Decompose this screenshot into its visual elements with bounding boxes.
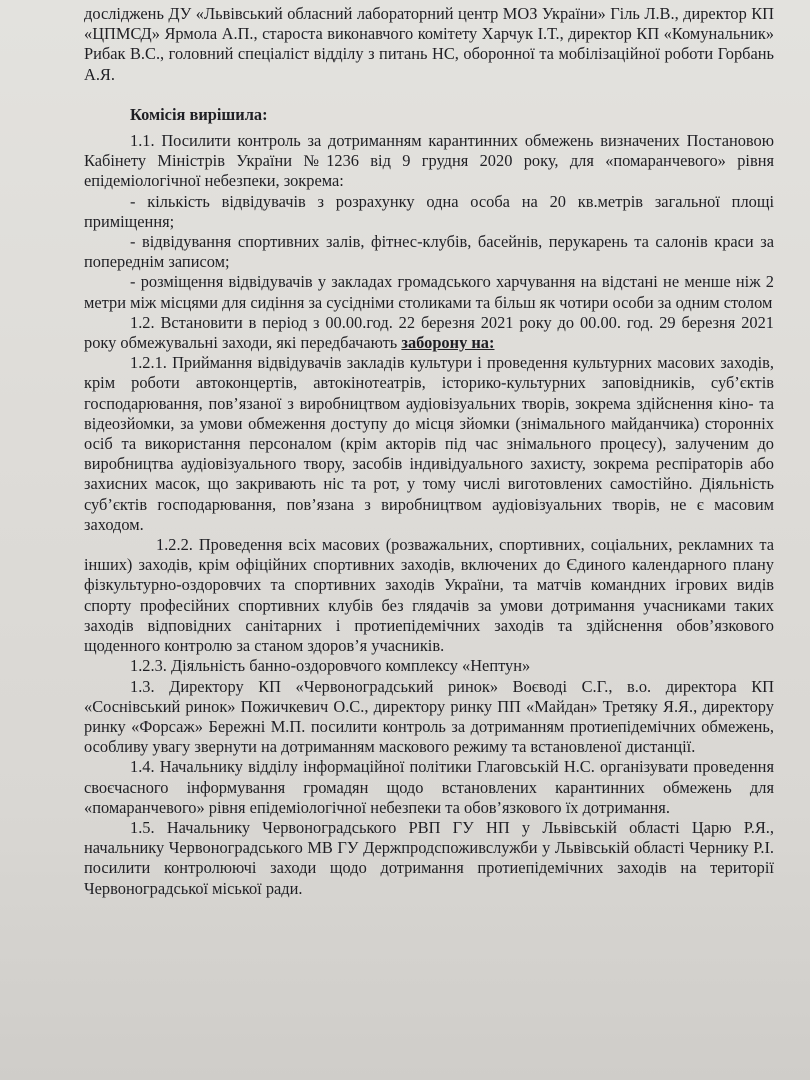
prohibition-emphasis: заборону на: xyxy=(401,333,495,353)
bullet-item-3: - розміщення відвідувачів у закладах громадського харчування на відстані не менше ніж 2 метри між місцями для сидіння за сусідніми столиками та більш як чотири особи за одним столом xyxy=(84,272,774,312)
paragraph-1-1: 1.1. Посилити контроль за дотриманням карантинних обмежень визначених Постановою Кабінету Міністрів України №1236 від 9 грудня 2020 року, для «помаранчевого» рівня епідеміологічної небезпеки, зокрема: xyxy=(84,131,774,191)
commission-decision-heading: Комісія вирішила: xyxy=(130,104,268,124)
paragraph-1-2-1: 1.2.1. Приймання відвідувачів закладів культури і проведення культурних масових заходів, крім роботи автоконцертів, автокінотеатрів, історико-культурних заповідників, суб’єктів господарювання, пов’язаної з виробництвом аудіовізуальних творів, зокрема здійснення кіно- та відеозйомки, за умови обмеження доступу до місця зйомки (знімального майданчика) сторонніх осіб та використання персоналом (крім акторів під час знімального процесу), залученим до виробництва аудіовізуального твору, засобів індивідуального захисту, зокрема респіраторів або захисних масок, що закривають ніс та рот, у тому числі виготовлених самостійно. Діяльність суб’єктів господарювання, пов’язана з виробництвом аудіовізуальних творів, не є масовим заходом. xyxy=(84,353,774,534)
paragraph-1-2 xyxy=(84,313,774,353)
intro-paragraph: досліджень ДУ «Львівський обласний лабораторний центр МОЗ України» Гіль Л.В., директор КП «ЦПМСД» Ярмола А.П., староста виконавчого комітету Харчук І.Т., директор КП «Комунальник» Рибак В.С., головний спеціаліст відділу з питань НС, оборонної та мобілізаційної роботи Горбань А.Я. xyxy=(84,4,774,84)
paragraph-1-5: 1.5. Начальнику Червоноградського РВП ГУ НП у Львівській області Царю Р.Я., начальнику Червоноградського МВ ГУ Держпродспоживслужби у Львівській області Чернику Р.І. посилити контролюючі заходи щодо дотримання протиепідемічних заходів на території Червоноградської міської ради. xyxy=(84,817,774,898)
spacer xyxy=(84,85,774,105)
document-body xyxy=(84,4,774,899)
paragraph-1-4: 1.4. Начальнику відділу інформаційної політики Глаговській Н.С. організувати проведення своєчасного інформування громадян щодо встановлених карантинних обмежень для «помаранчевого» рівня епідеміологічної небезпеки та обов’язкового їх дотримання. xyxy=(84,757,774,817)
bullet-item-1: - кількість відвідувачів з розрахунку одна особа на 20 кв.метрів загальної площі приміщення; xyxy=(84,191,774,231)
paragraph-1-2-2: 1.2.2. Проведення всіх масових (розважальних, спортивних, соціальних, рекламних та інших) заходів, крім офіційних спортивних заходів, включених до Єдиного календарного плану фізкультурно-оздоровчих та спортивних заходів України, та матчів командних ігрових видів спорту професійних спортивних клубів без глядачів за умови дотримання учасниками таких заходів відповідних санітарних і протиепідемічних заходів та здійснення обов’язкового щоденного контролю за станом здоров’я учасників. xyxy=(84,535,774,656)
paragraph-1-2-3: 1.2.3. Діяльність банно-оздоровчого комплексу «Нептун» xyxy=(130,656,531,676)
paragraph-1-2-text: 1.2. Встановити в період з 00.00.год. 22 березня 2021 року до 00.00. год. 29 березня 2021 року обмежувальні заходи, які передбачають xyxy=(84,312,774,353)
bullet-item-2: - відвідування спортивних залів, фітнес-клубів, басейнів, перукарень та салонів краси за попереднім записом; xyxy=(84,232,774,272)
paragraph-1-3: 1.3. Директору КП «Червоноградський ринок» Воєводі С.Г., в.о. директора КП «Соснівський ринок» Пожичкевич О.С., директору ринку ПП «Майдан» Третяку Я.Я., директору ринку «Форсаж» Бережні М.П. посилити контроль за дотриманням протиепідемічних обмежень, особливу увагу звернути на дотриманням маскового режиму та встановленої дистанції. xyxy=(84,676,774,757)
